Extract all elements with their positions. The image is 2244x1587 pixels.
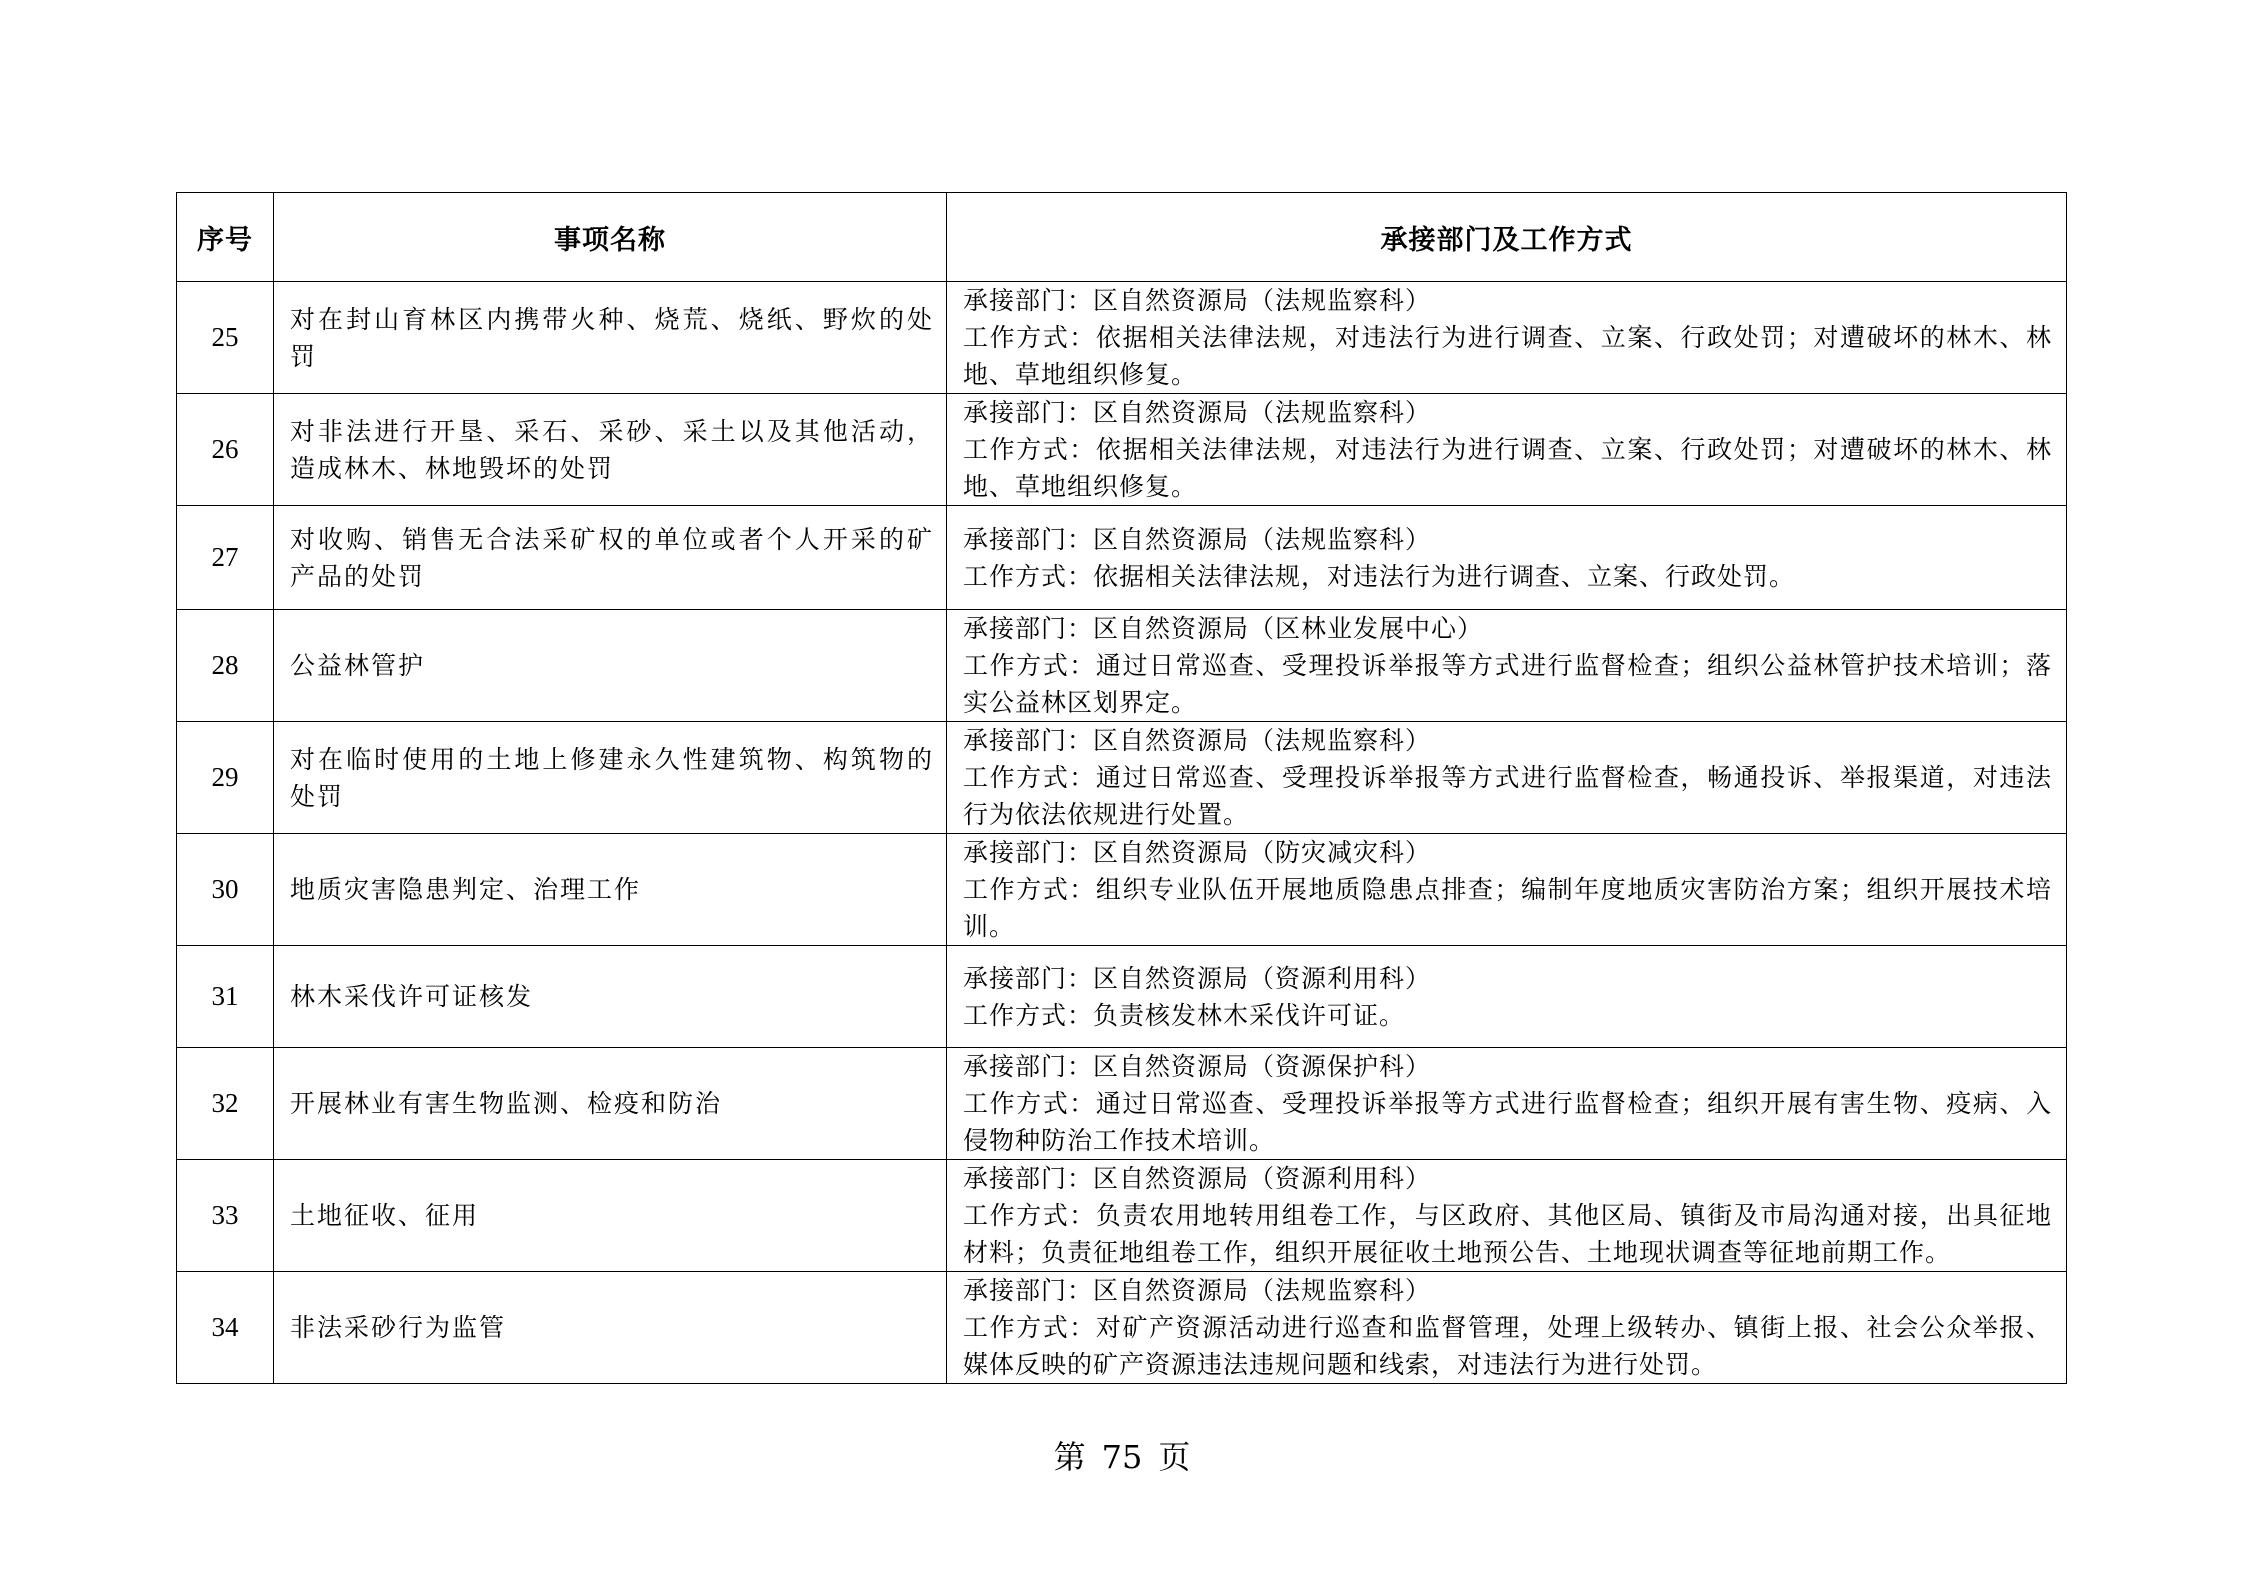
row-dept: 承接部门：区自然资源局（区林业发展中心）: [963, 614, 1484, 643]
row-dept: 承接部门：区自然资源局（法规监察科）: [963, 1276, 1432, 1305]
table-row: [177, 506, 2067, 610]
row-dept: 承接部门：区自然资源局（资源保护科）: [963, 1052, 1432, 1081]
row-dept-method: [947, 834, 2067, 946]
row-dept-method: [947, 1160, 2067, 1272]
row-seq: 26: [177, 394, 274, 506]
header-name: 事项名称: [274, 193, 947, 282]
row-matter-name: 开展林业有害生物监测、检疫和防治: [274, 1048, 947, 1160]
row-matter-name: 公益林管护: [274, 610, 947, 722]
row-method: 工作方式：依据相关法律法规，对违法行为进行调查、立案、行政处罚；对遭破坏的林木、林地、草地组织修复。: [963, 435, 2052, 501]
row-seq: 27: [177, 506, 274, 610]
table-row: [177, 1160, 2067, 1272]
page-footer: [0, 1432, 2244, 1478]
row-matter-name: 对在封山育林区内携带火种、烧荒、烧纸、野炊的处罚: [274, 282, 947, 394]
row-dept: 承接部门：区自然资源局（法规监察科）: [963, 726, 1432, 755]
page-number-prefix: 第: [1053, 1438, 1086, 1476]
row-method: 工作方式：依据相关法律法规，对违法行为进行调查、立案、行政处罚。: [963, 561, 1796, 591]
row-dept: 承接部门：区自然资源局（资源利用科）: [963, 963, 1432, 993]
row-method: 工作方式：通过日常巡查、受理投诉举报等方式进行监督检查；组织公益林管护技术培训；落实公益林区划界定。: [963, 651, 2052, 717]
page-number: 75: [1101, 1438, 1143, 1476]
row-dept: 承接部门：区自然资源局（法规监察科）: [963, 286, 1432, 315]
row-method: 工作方式：负责农用地转用组卷工作，与区政府、其他区局、镇街及市局沟通对接，出具征地材料；负责征地组卷工作，组织开展征收土地预公告、土地现状调查等征地前期工作。: [963, 1201, 2052, 1267]
row-method: 工作方式：负责核发林木采伐许可证。: [963, 1000, 1406, 1030]
table-row: [177, 1048, 2067, 1160]
row-seq: 33: [177, 1160, 274, 1272]
row-method: 工作方式：组织专业队伍开展地质隐患点排查；编制年度地质灾害防治方案；组织开展技术培训。: [963, 875, 2052, 941]
row-method: 工作方式：依据相关法律法规，对违法行为进行调查、立案、行政处罚；对遭破坏的林木、林地、草地组织修复。: [963, 323, 2052, 389]
row-method: 工作方式：对矿产资源活动进行巡查和监督管理，处理上级转办、镇街上报、社会公众举报、媒体反映的矿产资源违法违规问题和线索，对违法行为进行处罚。: [963, 1313, 2052, 1379]
row-dept-method: [947, 610, 2067, 722]
row-seq: 28: [177, 610, 274, 722]
table-row: [177, 282, 2067, 394]
row-matter-name: 非法采砂行为监管: [274, 1272, 947, 1384]
row-method: 工作方式：通过日常巡查、受理投诉举报等方式进行监督检查；组织开展有害生物、疫病、入侵物种防治工作技术培训。: [963, 1089, 2052, 1155]
row-matter-name: 地质灾害隐患判定、治理工作: [274, 834, 947, 946]
table-row: [177, 722, 2067, 834]
row-seq: 32: [177, 1048, 274, 1160]
row-matter-name: 林木采伐许可证核发: [274, 946, 947, 1048]
table-row: [177, 834, 2067, 946]
row-seq: 31: [177, 946, 274, 1048]
row-dept-method: [947, 1048, 2067, 1160]
row-dept: 承接部门：区自然资源局（法规监察科）: [963, 524, 1432, 554]
table-row: [177, 394, 2067, 506]
row-matter-name: 对在临时使用的土地上修建永久性建筑物、构筑物的处罚: [274, 722, 947, 834]
row-method: 工作方式：通过日常巡查、受理投诉举报等方式进行监督检查，畅通投诉、举报渠道，对违法行为依法依规进行处置。: [963, 763, 2052, 829]
row-matter-name: 土地征收、征用: [274, 1160, 947, 1272]
row-dept-method: [947, 506, 2067, 610]
row-matter-name: 对非法进行开垦、采石、采砂、采土以及其他活动，造成林木、林地毁坏的处罚: [274, 394, 947, 506]
row-matter-name: 对收购、销售无合法采矿权的单位或者个人开采的矿产品的处罚: [274, 506, 947, 610]
table-row: [177, 946, 2067, 1048]
row-seq: 34: [177, 1272, 274, 1384]
row-seq: 25: [177, 282, 274, 394]
table-header-row: [177, 193, 2067, 282]
header-dept-method: 承接部门及工作方式: [947, 193, 2067, 282]
row-dept-method: [947, 282, 2067, 394]
row-dept: 承接部门：区自然资源局（法规监察科）: [963, 398, 1432, 427]
row-dept-method: [947, 1272, 2067, 1384]
row-dept: 承接部门：区自然资源局（防灾减灾科）: [963, 838, 1432, 867]
table-row: [177, 1272, 2067, 1384]
header-seq: 序号: [177, 193, 274, 282]
row-dept-method: [947, 394, 2067, 506]
row-seq: 30: [177, 834, 274, 946]
page-number-suffix: 页: [1158, 1438, 1191, 1476]
row-dept-method: [947, 722, 2067, 834]
row-dept: 承接部门：区自然资源局（资源利用科）: [963, 1164, 1432, 1193]
matters-table: [176, 192, 2067, 1384]
table-row: [177, 610, 2067, 722]
row-dept-method: [947, 946, 2067, 1048]
row-seq: 29: [177, 722, 274, 834]
